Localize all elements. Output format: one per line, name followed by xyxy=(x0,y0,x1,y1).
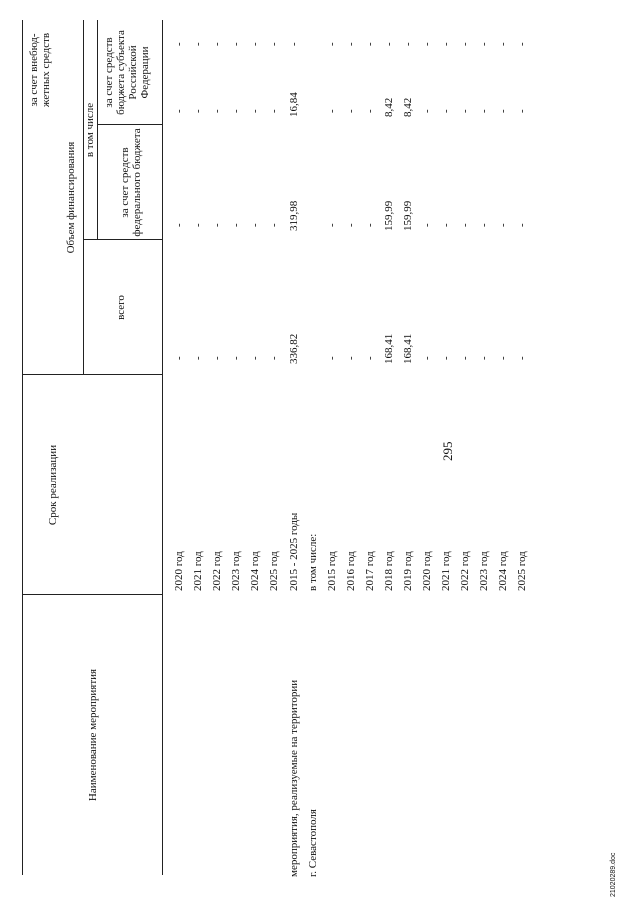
row-federal: 319,98 xyxy=(288,200,300,231)
header-extrabudgetary xyxy=(28,20,52,120)
row-regional: - xyxy=(497,109,509,113)
row-total: - xyxy=(326,356,338,360)
row-extrabudgetary: - xyxy=(402,42,414,46)
row-total: - xyxy=(364,356,376,360)
row-term: 2015 год xyxy=(326,551,338,591)
row-total: - xyxy=(249,356,261,360)
row-federal: - xyxy=(345,223,357,227)
header-federal-line2: федерального бюджета xyxy=(131,128,143,237)
row-extrabudgetary: - xyxy=(459,42,471,46)
row-extrabudgetary: - xyxy=(288,42,300,46)
header-regional xyxy=(103,20,151,125)
row-extrabudgetary: - xyxy=(440,42,452,46)
row-federal: - xyxy=(421,223,433,227)
row-term: 2021 год xyxy=(192,551,204,591)
row-federal: - xyxy=(268,223,280,227)
activity-name-line1: мероприятия, реализуемые на территории xyxy=(288,679,300,877)
row-extrabudgetary: - xyxy=(516,42,528,46)
row-regional: 16,84 xyxy=(288,92,300,117)
row-extrabudgetary: - xyxy=(230,42,242,46)
header-federal xyxy=(119,125,143,240)
row-federal: - xyxy=(211,223,223,227)
row-regional: 8,42 xyxy=(402,97,414,117)
row-term: 2025 год xyxy=(516,551,528,591)
including-header-border xyxy=(97,20,98,240)
row-regional: - xyxy=(230,109,242,113)
row-extrabudgetary: - xyxy=(497,42,509,46)
row-total: 336,82 xyxy=(288,333,300,364)
row-term: 2024 год xyxy=(249,551,261,591)
row-total: - xyxy=(478,356,490,360)
header-bottom-border xyxy=(162,20,163,875)
row-term: 2021 год xyxy=(440,551,452,591)
row-federal: - xyxy=(326,223,338,227)
row-federal: 159,99 xyxy=(402,200,414,231)
row-term: 2018 год xyxy=(383,551,395,591)
row-federal: - xyxy=(192,223,204,227)
header-federal-line1: за счет средств xyxy=(119,147,131,218)
row-term: 2016 год xyxy=(345,551,357,591)
row-total: - xyxy=(230,356,242,360)
row-total: - xyxy=(497,356,509,360)
table-top-border xyxy=(22,20,23,875)
row-federal: - xyxy=(173,223,185,227)
header-regional-line4: Федерации xyxy=(139,46,151,99)
row-regional: - xyxy=(192,109,204,113)
row-federal: - xyxy=(440,223,452,227)
header-extrabudgetary-line2: жетных средств xyxy=(40,32,52,108)
row-federal: - xyxy=(364,223,376,227)
row-term: 2022 год xyxy=(459,551,471,591)
row-term: 2022 год xyxy=(211,551,223,591)
row-term: 2019 год xyxy=(402,551,414,591)
row-federal: - xyxy=(249,223,261,227)
row-term: 2023 год xyxy=(478,551,490,591)
row-extrabudgetary: - xyxy=(249,42,261,46)
header-regional-line3: Российской xyxy=(127,45,139,100)
row-regional: - xyxy=(249,109,261,113)
page-number: 295 xyxy=(440,441,455,461)
header-funding-volume: Объем финансирования xyxy=(65,141,77,254)
row-regional: - xyxy=(421,109,433,113)
row-regional: - xyxy=(478,109,490,113)
header-regional-line2: бюджета субъекта xyxy=(115,30,127,115)
row-regional: - xyxy=(516,109,528,113)
header-regional-line1: за счет средств xyxy=(103,37,115,108)
row-term: 2017 год xyxy=(364,551,376,591)
row-term: 2020 год xyxy=(421,551,433,591)
row-extrabudgetary: - xyxy=(173,42,185,46)
row-federal: - xyxy=(230,223,242,227)
row-total: - xyxy=(173,356,185,360)
row-extrabudgetary: - xyxy=(211,42,223,46)
row-regional: - xyxy=(345,109,357,113)
row-term: 2023 год xyxy=(230,551,242,591)
row-total: - xyxy=(345,356,357,360)
row-extrabudgetary: - xyxy=(421,42,433,46)
row-extrabudgetary: - xyxy=(192,42,204,46)
header-activity-name: Наименование мероприятия xyxy=(87,668,99,802)
row-federal: - xyxy=(459,223,471,227)
document-id: 21020289.doc xyxy=(610,852,617,897)
row-regional: - xyxy=(211,109,223,113)
row-extrabudgetary: - xyxy=(326,42,338,46)
header-including: в том числе xyxy=(84,102,96,158)
activity-name-line2: г. Севастополя xyxy=(307,809,319,877)
row-federal: 159,99 xyxy=(383,200,395,231)
row-total: - xyxy=(421,356,433,360)
row-total: - xyxy=(440,356,452,360)
row-extrabudgetary: - xyxy=(364,42,376,46)
row-term: 2025 год xyxy=(268,551,280,591)
row-total: - xyxy=(211,356,223,360)
row-regional: - xyxy=(440,109,452,113)
including-label: в том числе: xyxy=(307,533,319,591)
header-term: Срок реализации xyxy=(47,444,59,526)
row-extrabudgetary: - xyxy=(383,42,395,46)
row-total: 168,41 xyxy=(383,333,395,364)
row-federal: - xyxy=(478,223,490,227)
row-extrabudgetary: - xyxy=(268,42,280,46)
row-extrabudgetary: - xyxy=(345,42,357,46)
row-term: 2020 год xyxy=(173,551,185,591)
row-regional: - xyxy=(364,109,376,113)
header-extrabudgetary-line1: за счет внебюд- xyxy=(28,33,40,107)
row-regional: - xyxy=(459,109,471,113)
row-regional: - xyxy=(173,109,185,113)
row-term: 2015 - 2025 годы xyxy=(288,512,300,591)
row-total: 168,41 xyxy=(402,333,414,364)
row-total: - xyxy=(459,356,471,360)
row-regional: 8,42 xyxy=(383,97,395,117)
column-divider-2 xyxy=(22,374,162,375)
row-regional: - xyxy=(326,109,338,113)
row-regional: - xyxy=(268,109,280,113)
row-total: - xyxy=(516,356,528,360)
row-total: - xyxy=(192,356,204,360)
row-federal: - xyxy=(516,223,528,227)
row-federal: - xyxy=(497,223,509,227)
row-total: - xyxy=(268,356,280,360)
header-total: всего xyxy=(115,295,127,320)
row-extrabudgetary: - xyxy=(478,42,490,46)
row-term: 2024 год xyxy=(497,551,509,591)
